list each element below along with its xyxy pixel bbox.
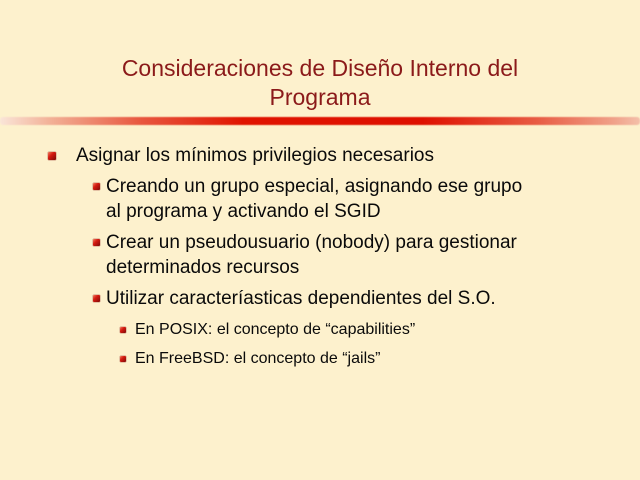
bullet-text: Crear un pseudousuario (nobody) para gestionar	[106, 232, 517, 253]
bullet-item-pseudousuario	[0, 230, 640, 280]
bullet-item-asignar-privilegios	[0, 143, 640, 168]
title-divider-rule	[0, 117, 640, 125]
slide-title	[0, 54, 640, 112]
bullet-text: En POSIX: el concepto de “capabilities”	[135, 321, 416, 338]
bullet-text: Creando un grupo especial, asignando ese grupo	[106, 176, 523, 197]
bullet-item-creando-grupo	[0, 174, 640, 224]
bullet-square-icon	[120, 356, 126, 362]
bullet-item-caracteristicas-so	[0, 286, 640, 311]
bullet-item-freebsd-jails	[0, 346, 640, 372]
bullet-text: Asignar los mínimos privilegios necesarios	[76, 145, 434, 166]
bullet-list	[0, 143, 640, 375]
bullet-square-icon	[48, 152, 56, 160]
bullet-item-posix-capabilities	[0, 317, 640, 343]
bullet-square-icon	[120, 327, 126, 333]
bullet-text: Utilizar caracteríasticas dependientes del S.O.	[106, 288, 496, 309]
bullet-square-icon	[93, 295, 100, 302]
bullet-text: determinados recursos	[106, 257, 300, 278]
slide-title-line-2: Programa	[269, 84, 371, 110]
bullet-text: En FreeBSD: el concepto de “jails”	[135, 350, 381, 367]
bullet-text: al programa y activando el SGID	[106, 201, 381, 222]
bullet-square-icon	[93, 239, 100, 246]
bullet-square-icon	[93, 183, 100, 190]
slide-title-line-1: Consideraciones de Diseño Interno del	[121, 55, 519, 81]
